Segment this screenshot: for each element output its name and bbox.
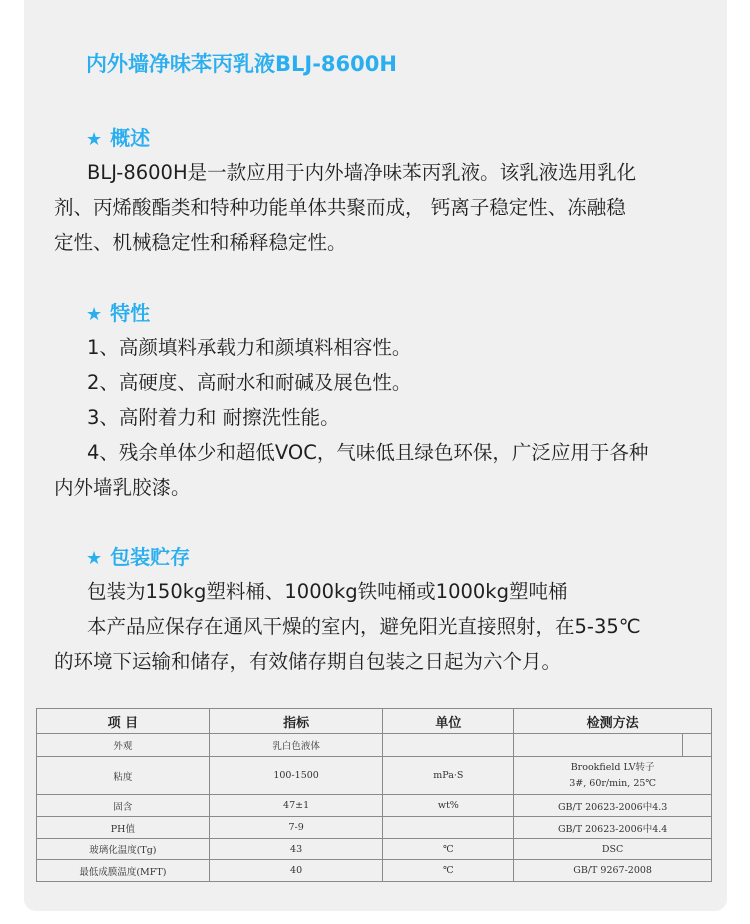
star-icon: ★: [86, 548, 103, 569]
section-heading-features: ★ 特性: [86, 301, 151, 325]
header-item: 项 目: [37, 709, 210, 734]
feature-item: 4、残余单体少和超低VOC，气味低且绿色环保，广泛应用于各种: [87, 441, 649, 464]
packaging-paragraph: 包装为150kg塑料桶、1000kg铁吨桶或1000kg塑吨桶 本产品应保存在通风干燥的室内，避免阳光直接照射，在5-35℃ 的环境下运输和储存，有效储存期自包装之日起为六个月。: [54, 580, 641, 673]
product-title: 内外墙净味苯丙乳液BLJ-8600H: [86, 52, 397, 76]
header-spec: 指标: [209, 709, 383, 734]
table-row: 外观 乳白色液体: [37, 734, 712, 757]
table-row: PH值 7-9 GB/T 20623-2006中4.4: [37, 817, 712, 839]
table-header-row: [37, 709, 712, 734]
feature-item: 3、高附着力和 耐擦洗性能。: [87, 406, 340, 429]
table-row: 固含 47±1 wt% GB/T 20623-2006中4.3: [37, 795, 712, 817]
table-row: 粘度 100-1500 mPa·S Brookfield LV转子 3#, 60r/min, 25℃: [37, 757, 712, 795]
section-heading-packaging: ★ 包装贮存: [86, 545, 191, 569]
section-heading-overview: ★ 概述: [86, 126, 151, 150]
method-cell-split: [514, 734, 711, 756]
spec-table: [36, 708, 712, 882]
feature-item-cont: 内外墙乳胶漆。: [54, 476, 191, 499]
star-icon: ★: [86, 129, 103, 150]
overview-paragraph: BLJ-8600H是一款应用于内外墙净味苯丙乳液。该乳液选用乳化 剂、丙烯酸酯类和特种功能单体共聚而成， 钙离子稳定性、冻融稳 定性、机械稳定性和稀释稳定性。: [54, 161, 637, 254]
table-row: 玻璃化温度(Tg) 43 ℃ DSC: [37, 839, 712, 860]
table-row: 最低成膜温度(MFT) 40 ℃ GB/T 9267-2008: [37, 860, 712, 882]
star-icon: ★: [86, 304, 103, 325]
features-list: [54, 330, 704, 505]
header-method: 检测方法: [514, 709, 712, 734]
feature-item: 2、高硬度、高耐水和耐碱及展色性。: [87, 371, 412, 394]
header-unit: 单位: [383, 709, 514, 734]
feature-item: 1、高颜填料承载力和颜填料相容性。: [87, 336, 412, 359]
